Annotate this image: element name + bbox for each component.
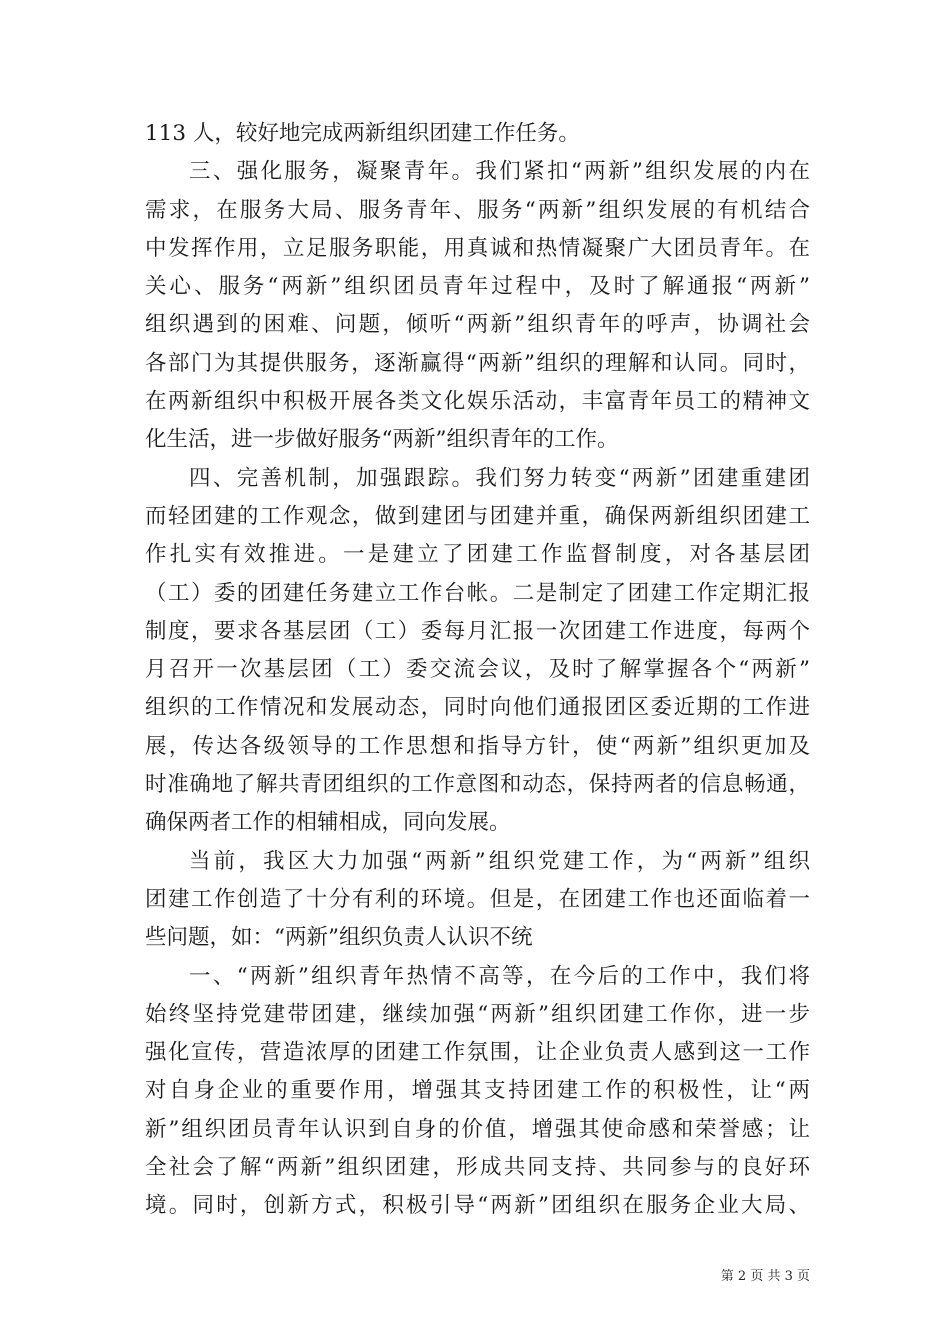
text-line: 组织的工作情况和发展动态，同时向他们通报团区委近期的工作进 — [145, 695, 810, 721]
text-line: 强化宣传，营造浓厚的团建工作氛围，让企业负责人感到这一工作 — [145, 1040, 810, 1066]
text-line: 化生活，进一步做好服务“两新”组织青年的工作。 — [145, 427, 619, 453]
text-line: 而轻团建的工作观念，做到建团与团建并重，确保两新组织团建工 — [145, 503, 810, 529]
text-line: 确保两者工作的相辅相成，同向发展。 — [145, 810, 511, 836]
text-line: 关心、服务“两新”组织团员青年过程中，及时了解通报“两新” — [145, 274, 810, 300]
page-number: 第 2 页 共 3 页 — [720, 1269, 810, 1284]
text-line: 展，传达各级领导的工作思想和指导方针，使“两新”组织更加及 — [145, 733, 810, 759]
text-line: 时准确地了解共青团组织的工作意图和动态，保持两者的信息畅通， — [145, 772, 810, 798]
text-line: 当前，我区大力加强“两新”组织党建工作，为“两新”组织 — [189, 848, 810, 874]
text-line: 一、“两新”组织青年热情不高等，在今后的工作中，我们将 — [189, 963, 810, 989]
text-line: 需求，在服务大局、服务青年、服务“两新”组织发展的有机结合 — [145, 197, 810, 223]
text-line: 全社会了解“两新”组织团建，形成共同支持、共同参与的良好环 — [145, 1155, 810, 1181]
text-line: 中发挥作用，立足服务职能，用真诚和热情凝聚广大团员青年。在 — [145, 235, 810, 261]
text-line: 月召开一次基层团（工）委交流会议，及时了解掌握各个“两新” — [145, 657, 810, 683]
text-line: 始终坚持党建带团建，继续加强“两新”组织团建工作你，进一步 — [145, 1001, 810, 1027]
text-line: 组织遇到的困难、问题，倾听“两新”组织青年的呼声，协调社会 — [145, 312, 810, 338]
text-line: 制度，要求各基层团（工）委每月汇报一次团建工作进度，每两个 — [145, 618, 810, 644]
text-line: 团建工作创造了十分有利的环境。但是，在团建工作也还面临着一 — [145, 886, 810, 912]
text-line: 各部门为其提供服务，逐渐赢得“两新”组织的理解和认同。同时， — [145, 350, 810, 376]
text-line: 些问题，如：“两新”组织负责人认识不统 — [145, 925, 533, 951]
text-line: 四、完善机制，加强跟踪。我们努力转变“两新”团建重建团 — [189, 465, 810, 491]
text-line: 新”组织团员青年认识到自身的价值，增强其使命感和荣誉感；让 — [145, 1116, 810, 1142]
text-line: 113 人，较好地完成两新组织团建工作任务。 — [145, 121, 580, 146]
document-body — [145, 115, 810, 1226]
text-line: 作扎实有效推进。一是建立了团建工作监督制度，对各基层团 — [145, 542, 810, 568]
text-line: 对自身企业的重要作用，增强其支持团建工作的积极性，让“两 — [145, 1078, 810, 1104]
text-line: （工）委的团建任务建立工作台帐。二是制定了团建工作定期汇报 — [145, 580, 810, 606]
text-line: 三、强化服务，凝聚青年。我们紧扣“两新”组织发展的内在 — [189, 159, 810, 185]
text-line: 在两新组织中积极开展各类文化娱乐活动，丰富青年员工的精神文 — [145, 389, 810, 415]
text-line: 境。同时，创新方式，积极引导“两新”团组织在服务企业大局、 — [145, 1193, 810, 1219]
